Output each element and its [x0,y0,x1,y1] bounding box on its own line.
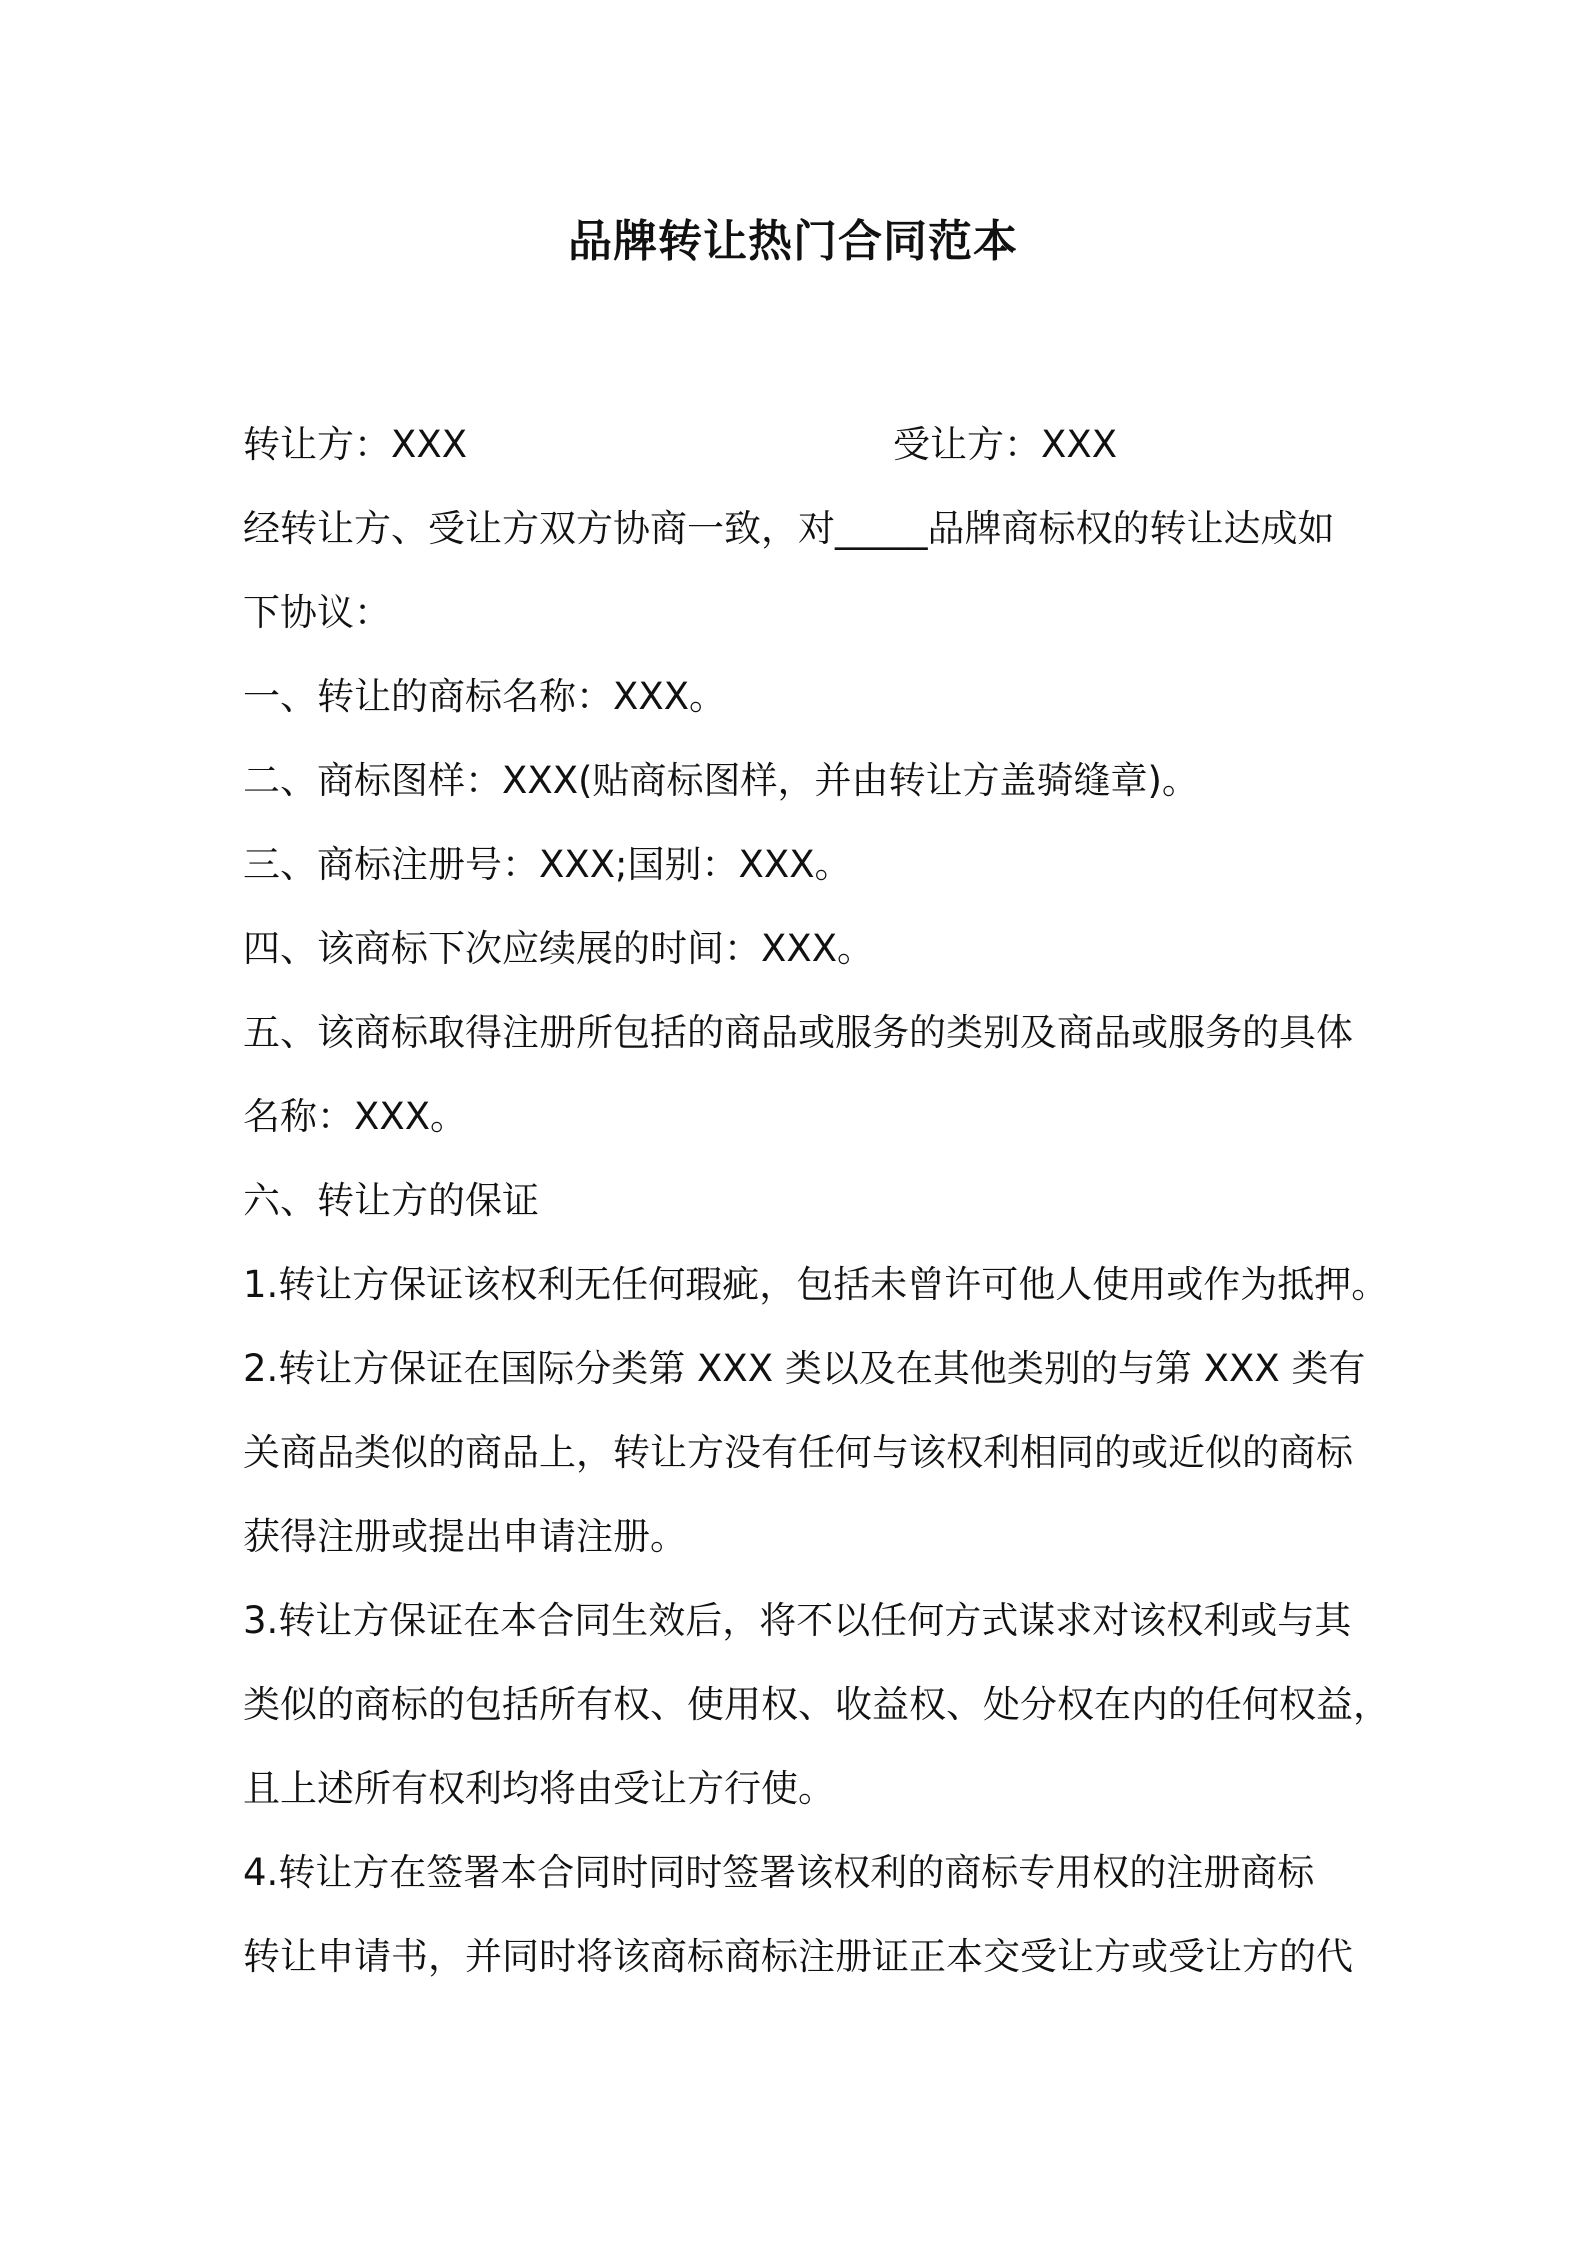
clause-4: 四、该商标下次应续展的时间：XXX。 [243,927,875,970]
guarantee-4-line-2: 转让申请书，并同时将该商标商标注册证正本交受让方或受让方的代 [243,1935,1353,1978]
guarantee-4-line-1: 4.转让方在签署本合同时同时签署该权利的商标专用权的注册商标 [243,1851,1315,1894]
guarantee-3-line-3: 且上述所有权利均将由受让方行使。 [243,1767,835,1810]
guarantee-3-line-2: 类似的商标的包括所有权、使用权、收益权、处分权在内的任何权益， [243,1683,1390,1726]
clause-5-line-2: 名称：XXX。 [243,1095,468,1138]
clause-3: 三、商标注册号：XXX;国别：XXX。 [243,843,852,886]
guarantee-3-line-1: 3.转让方保证在本合同生效后，将不以任何方式谋求对该权利或与其 [243,1599,1352,1642]
transferee-label: 受让方：XXX [893,423,1118,466]
guarantee-2-line-3: 获得注册或提出申请注册。 [243,1515,687,1558]
parties-line [243,403,1363,487]
document-title: 品牌转让热门合同范本 [568,216,1018,267]
guarantee-2-line-1: 2.转让方保证在国际分类第 XXX 类以及在其他类别的与第 XXX 类有 [243,1347,1366,1390]
body-line-intro-2: 下协议： [243,591,391,634]
body-line-intro-1: 经转让方、受让方双方协商一致，对_____品牌商标权的转让达成如 [243,507,1335,550]
clause-2: 二、商标图样：XXX(贴商标图样，并由转让方盖骑缝章)。 [243,759,1199,802]
guarantee-1: 1.转让方保证该权利无任何瑕疵，包括未曾许可他人使用或作为抵押。 [243,1263,1389,1306]
contract-body [243,403,1390,1999]
clause-1: 一、转让的商标名称：XXX。 [243,675,727,718]
clause-5-line-1: 五、该商标取得注册所包括的商品或服务的类别及商品或服务的具体 [243,1011,1353,1054]
clause-6-heading: 六、转让方的保证 [243,1179,539,1222]
guarantee-2-line-2: 关商品类似的商品上，转让方没有任何与该权利相同的或近似的商标 [243,1431,1353,1474]
transferor-label: 转让方：XXX [243,423,468,466]
